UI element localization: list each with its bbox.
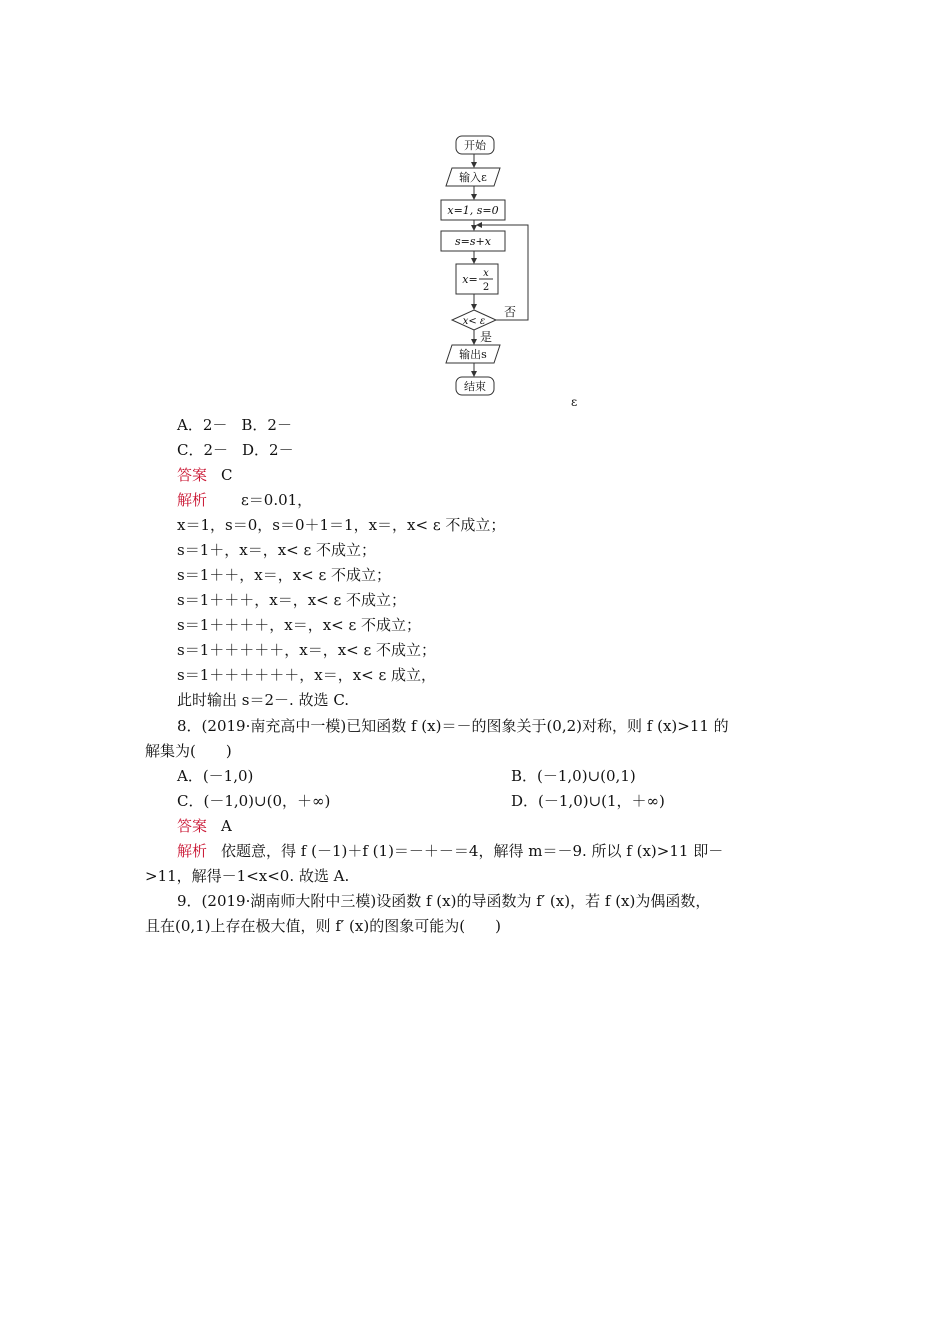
flow-update-x-den: 2 xyxy=(482,282,490,293)
q9-stem-line-2: 且在(0,1)上存在极大值，则 f′ (x)的图象可能为( ) xyxy=(145,917,501,935)
q7-analysis-line-9: 此时输出 s＝2－. 故选 C. xyxy=(177,691,350,709)
q7-analysis-text: ε＝0.01， xyxy=(241,491,313,509)
q8-analysis-line-2: >11，解得－1<x<0. 故选 A. xyxy=(145,867,350,885)
q7-options-row-2 xyxy=(177,440,294,460)
flow-yes-label: 是 xyxy=(480,330,493,344)
flowchart xyxy=(0,0,950,420)
q8-analysis-label: 解析 xyxy=(177,842,208,860)
flow-init-label: x=1, s=0 xyxy=(447,204,499,217)
q7-analysis-line-6: s＝1＋＋＋＋，x＝，x< ε 不成立； xyxy=(177,616,422,634)
flow-update-x-num: x xyxy=(483,268,489,279)
q7-option-a: A．2－ xyxy=(177,416,228,434)
flow-update-x-lhs: x= xyxy=(462,273,478,286)
flow-start-label: 开始 xyxy=(464,139,486,152)
q7-answer-label: 答案 xyxy=(177,466,208,484)
q8-answer xyxy=(177,816,232,836)
flow-end-label: 结束 xyxy=(464,380,486,393)
q7-analysis-line-4: s＝1＋＋，x＝，x< ε 不成立； xyxy=(177,566,392,584)
q8-option-a: A．(－1,0) xyxy=(177,767,254,785)
q9-stem-line-1: 9．(2019·湖南师大附中三模)设函数 f (x)的导函数为 f′ (x)，若 f (x)为偶函数， xyxy=(177,892,711,910)
stray-epsilon: ε xyxy=(571,395,578,409)
q7-analysis-label: 解析 xyxy=(177,491,208,509)
q8-option-c: C．(－1,0)∪(0，＋∞) xyxy=(177,792,331,810)
q7-analysis-line-8: s＝1＋＋＋＋＋＋，x＝，x< ε 成立， xyxy=(177,666,437,684)
q7-analysis-line-7: s＝1＋＋＋＋＋，x＝，x< ε 不成立； xyxy=(177,641,437,659)
q7-option-b: B．2－ xyxy=(241,416,292,434)
flow-input-label: 输入ε xyxy=(459,171,487,184)
q8-stem-line-1: 8．(2019·南充高中一模)已知函数 f (x)＝－的图象关于(0,2)对称，则 f (x)>11 的 xyxy=(177,717,729,735)
q7-analysis-line-1 xyxy=(177,490,312,510)
q8-analysis-line-1 xyxy=(177,841,723,861)
q7-analysis-line-2: x＝1，s＝0，s＝0＋1＝1，x＝，x< ε 不成立； xyxy=(177,516,506,534)
q8-analysis-text: 依题意，得 f (－1)＋f (1)＝－＋－＝4，解得 m＝－9. 所以 f (x)>11 即－ xyxy=(221,842,724,860)
q7-answer xyxy=(177,465,233,485)
flow-condition-label: x< ε xyxy=(462,316,486,327)
q8-stem-line-2: 解集为( ) xyxy=(145,742,232,760)
q8-option-d: D．(－1,0)∪(1，＋∞) xyxy=(511,792,665,810)
q7-option-d: D．2－ xyxy=(242,441,294,459)
q7-answer-value: C xyxy=(221,466,233,484)
flow-output-label: 输出s xyxy=(459,348,487,361)
flow-update-s-label: s=s+x xyxy=(455,235,491,248)
q7-options-row-1 xyxy=(177,415,292,435)
q7-analysis-line-5: s＝1＋＋＋，x＝，x< ε 不成立； xyxy=(177,591,407,609)
q7-option-c: C．2－ xyxy=(177,441,229,459)
q7-analysis-line-3: s＝1＋，x＝，x< ε 不成立； xyxy=(177,541,377,559)
flow-no-label: 否 xyxy=(504,305,517,319)
q8-answer-value: A xyxy=(221,817,232,835)
q8-answer-label: 答案 xyxy=(177,817,208,835)
q8-option-b: B．(－1,0)∪(0,1) xyxy=(511,767,636,785)
